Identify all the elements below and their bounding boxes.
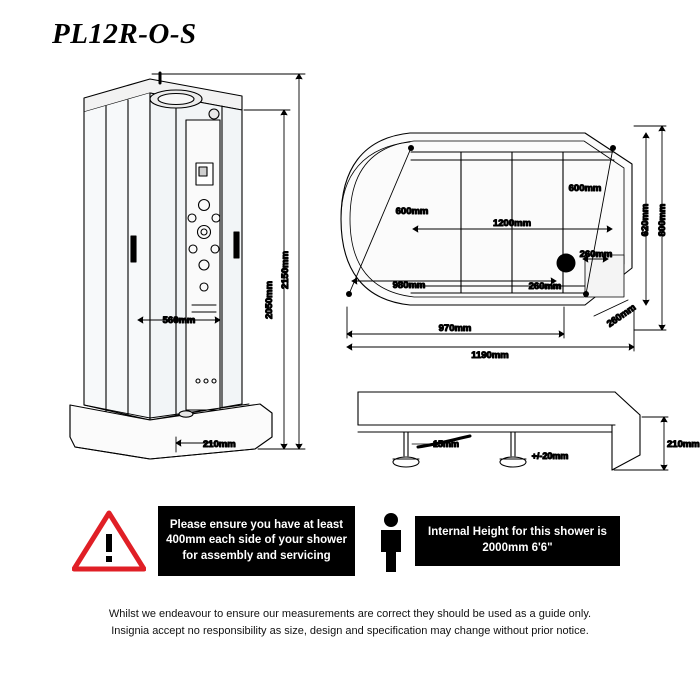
dim-side-210: 210mm	[667, 439, 700, 450]
dim-1200: 1200mm	[492, 218, 532, 229]
internal-height-note: Internal Height for this shower is 2000mm 6'6"	[415, 516, 620, 566]
dim-620: 620mm	[640, 203, 651, 237]
dim-15: 15mm	[433, 439, 460, 449]
footer-line-1: Whilst we endeavour to ensure our measurements are correct they should be used as a guide only.	[108, 608, 592, 620]
page-title: PL12R-O-S	[52, 18, 197, 50]
dim-2150: 2150mm	[280, 250, 291, 290]
dim-600-right: 600mm	[568, 183, 602, 194]
side-view	[358, 392, 640, 470]
footer-line-2: Insignia accept no responsibility as size, design and specification may change without prior notice.	[111, 624, 589, 637]
dim-560: 560mm	[162, 315, 196, 326]
notes-band	[0, 496, 700, 588]
dim-600-left: 600mm	[395, 206, 429, 217]
dim-adjust: +/-20mm	[531, 451, 569, 461]
dim-260-right: 260mm	[604, 302, 639, 330]
dim-1190: 1190mm	[471, 350, 509, 361]
front-view-cabin	[70, 73, 272, 459]
assembly-clearance-note: Please ensure you have at least 400mm each side of your shower for assembly and servicing	[158, 506, 355, 576]
footer-disclaimer	[0, 606, 700, 639]
person-icon	[376, 512, 406, 572]
dim-front-210: 210mm	[203, 439, 236, 450]
dim-800: 800mm	[657, 203, 668, 237]
dim-260-drain: 260mm	[579, 249, 613, 260]
warning-triangle-icon	[72, 510, 146, 572]
plan-view	[341, 133, 632, 305]
dim-2050: 2050mm	[264, 280, 275, 320]
dim-980: 980mm	[392, 280, 426, 291]
dim-260-bottom: 260mm	[528, 281, 562, 292]
dim-970: 970mm	[438, 323, 472, 334]
